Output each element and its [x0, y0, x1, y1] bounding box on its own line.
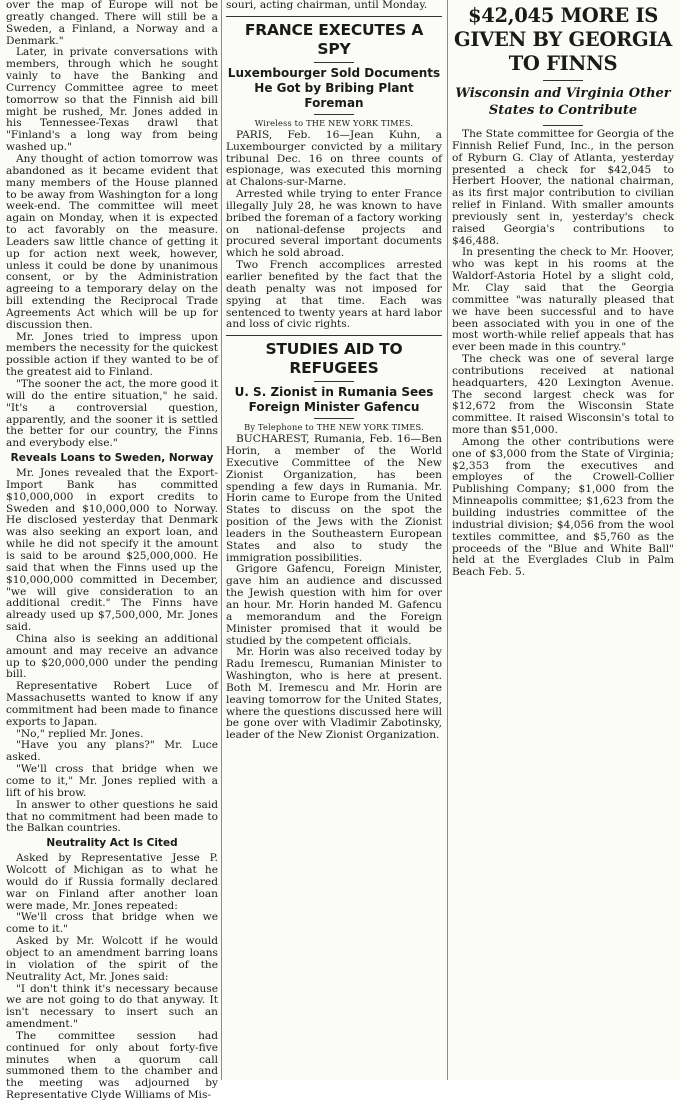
headline: STUDIES AID TO REFUGEES — [265, 340, 403, 378]
subhead: Reveals Loans to Sweden, Norway — [10, 452, 214, 465]
paragraph: Arrested while trying to enter France illegally July 28, he was known to have bribed the foreman of a factory working on national-defense projects and procured several important documents which he sold abroad. — [226, 188, 442, 260]
paragraph: Mr. Jones tried to impress upon members the necessity for the quickest possible action if they wanted to be of the greatest aid to Finland. — [6, 330, 218, 379]
paragraph: Two French accomplices arrested earlier benefited by the fact that the death penalty was not imposed for spying at that time. Each was sentenced to twenty years at hard labor and loss of civic rights. — [226, 259, 442, 331]
paragraph: Any thought of action tomorrow was abandoned as it became evident that many members of the House planned to be away from Washington for a long week-end. The committee will meet again on Monday, when it is expected to act favorably on the measure. Leaders saw little chance of getting it up for action next week, however, unless it could be done by unanimous consent, or by the Administration agreeing to a temporary delay on the bill extending the Reciprocal Trade Agreements Act which will be up for discussion then. — [6, 152, 218, 331]
deck-headline: Luxembourger Sold Documents He Got by Bribing Plant Foreman — [227, 65, 441, 110]
divider — [543, 80, 583, 81]
article-body — [226, 434, 442, 742]
headline: $42,045 MORE IS GIVEN BY GEORGIA TO FINNS — [453, 4, 673, 75]
article-body — [226, 130, 442, 331]
paragraph: "We'll cross that bridge when we come to it." — [6, 911, 218, 936]
paragraph: "Have you any plans?" Mr. Luce asked. — [6, 739, 218, 764]
paragraph: Asked by Representative Jesse P. Wolcott of Michigan as to what he would do if Russia formally declared war on Finland after another loan were made, Mr. Jones repeated: — [6, 852, 218, 912]
paragraph: "I don't think it's necessary because we are not going to do that anyway. It isn't necessary to insert such an amendment." — [6, 982, 218, 1031]
paragraph: Among the other contributions were one of $3,000 from the State of Virginia; $2,353 from the executives and employes of the Crowell-Collier Publishing Company; $1,000 from the Minneapolis committee; $1,623 from the building industries committee of the industrial division; $4,056 from the wool textiles committee, and $5,760 as the proceeds of the "Blue and White Ball" held at the Everglades Club in Palm Beach Feb. 5. — [452, 435, 674, 579]
divider — [543, 125, 583, 126]
paragraph: "The sooner the act, the more good it will do the entire situation," he said. "It's a controversial question, apparently, and the sooner it is settled the better for our country, the Finns and everybody else." — [6, 378, 218, 450]
paragraph: Grigore Gafencu, Foreign Minister, gave him an audience and discussed the Jewish question with him for over an hour. Mr. Horin handed M. Gafencu a memorandum and the Foreign Minister promised that it would be studied by the competent officials. — [226, 563, 442, 647]
byline: By Telephone to THE NEW YORK TIMES. — [244, 422, 424, 433]
divider — [314, 62, 354, 63]
deck-headline: Wisconsin and Virginia Other States to Contribute — [455, 86, 671, 118]
paragraph: Asked by Mr. Wolcott if he would object to an amendment barring loans in violation of the spirit of the Neutrality Act, Mr. Jones said: — [6, 935, 218, 983]
paragraph: The check was one of several large contributions received at national headquarters, 420 Lexington Avenue. The second largest check was for $12,672 from the Wisconsin State committee. It raised Wisconsin's total to more than $51,000. — [452, 353, 674, 437]
column-left — [6, 0, 218, 1102]
divider — [314, 114, 354, 115]
paragraph: souri, acting chairman, until Monday. — [226, 0, 428, 11]
divider — [314, 381, 354, 382]
paragraph: China also is seeking an additional amount and may receive an advance up to $20,000,000 under the pending bill. — [6, 632, 218, 681]
paragraph: In presenting the check to Mr. Hoover, who was kept in his rooms at the Waldorf-Astoria Hotel by a slight cold, Mr. Clay said that the Georgia committee "was naturally pleased that we have been successful and to have been associated with you in one of the most worth-while relief appeals that has ever been made in this country." — [452, 246, 674, 354]
deck-headline: U. S. Zionist in Rumania Sees Foreign Minister Gafencu — [234, 385, 434, 415]
paragraph: "No," replied Mr. Jones. — [16, 727, 144, 740]
divider — [226, 16, 442, 17]
column-right — [452, 0, 674, 1080]
paragraph: The State committee for Georgia of the Finnish Relief Fund, Inc., in the person of Ryburn G. Clay of Atlanta, yesterday presented a check for $42,045 to Herbert Hoover, the national chairman, as its first major contribution to civilian relief in Finland. With smaller amounts previously sent in, yesterday's check raised Georgia's contributions to $46,488. — [452, 128, 674, 247]
paragraph: Mr. Horin was also received today by Radu Iremescu, Rumanian Minister to Washington, who is here at present. Both M. Iremescu and Mr. Horin are leaving tomorrow for the United States, where the questions discussed here will be gone over with Vladimir Zabotinsky, leader of the New Zionist Organization. — [226, 646, 442, 742]
article-body — [226, 0, 442, 12]
subhead: Neutrality Act Is Cited — [46, 837, 178, 850]
article-body — [452, 129, 674, 579]
byline: Wireless to THE NEW YORK TIMES. — [254, 117, 414, 128]
paragraph: In answer to other questions he said that no commitment had been made to the Balkan countries. — [6, 798, 218, 835]
paragraph: Representative Robert Luce of Massachusetts wanted to know if any commitment had been made to finance exports to Japan. — [6, 680, 218, 728]
paragraph: Later, in private conversations with members, through which he sought vainly to have the Banking and Currency Committee agree to meet tomorrow so that the Finnish aid bill might be rushed, Mr. Jones added in his Tennessee-Texas drawl that "Finland's a long way from being washed up." — [6, 46, 218, 154]
headline: FRANCE EXECUTES A SPY — [244, 20, 424, 58]
paragraph: Mr. Jones revealed that the Export-Import Bank has committed $10,000,000 in export credits to Sweden and $10,000,000 to Norway. He disclosed yesterday that Denmark was also seeking an export loan, and while he did not specify it the amount is said to be around $25,000,000. He said that when the Finns used up the $10,000,000 committed in December, "we will give consideration to an additional credit." The Finns have already used up $7,500,000, Mr. Jones said. — [6, 467, 218, 634]
divider — [314, 418, 354, 419]
paragraph: over the map of Europe will not be greatly changed. There will still be a Sweden, a Finland, a Norway and a Denmark." — [6, 0, 218, 47]
paragraph: "We'll cross that bridge when we come to it," Mr. Jones replied with a lift of his brow. — [6, 763, 218, 799]
paragraph: BUCHAREST, Rumania, Feb. 16—Ben Horin, a member of the World Executive Committee of the New Zionist Organization, has been spending a few days in Rumania. Mr. Horin came to Europe from the United States to discuss on the spot the position of the Jews with the Zionist leaders in the Southeastern European States and also to study the immigration possibilities. — [226, 433, 442, 564]
column-rule — [221, 0, 222, 1080]
divider — [226, 335, 442, 336]
article-body — [6, 0, 218, 1102]
paragraph: The committee session had continued for only about forty-five minutes when a quorum call summoned them to the chamber and the meeting was adjourned by Representative Clyde Williams of Mis- — [6, 1029, 218, 1102]
column-middle — [226, 0, 442, 1080]
paragraph: PARIS, Feb. 16—Jean Kuhn, a Luxembourger convicted by a military tribunal Dec. 16 on three counts of espionage, was executed this morning at Chalons-sur-Marne. — [226, 128, 442, 189]
column-rule — [447, 0, 448, 1080]
